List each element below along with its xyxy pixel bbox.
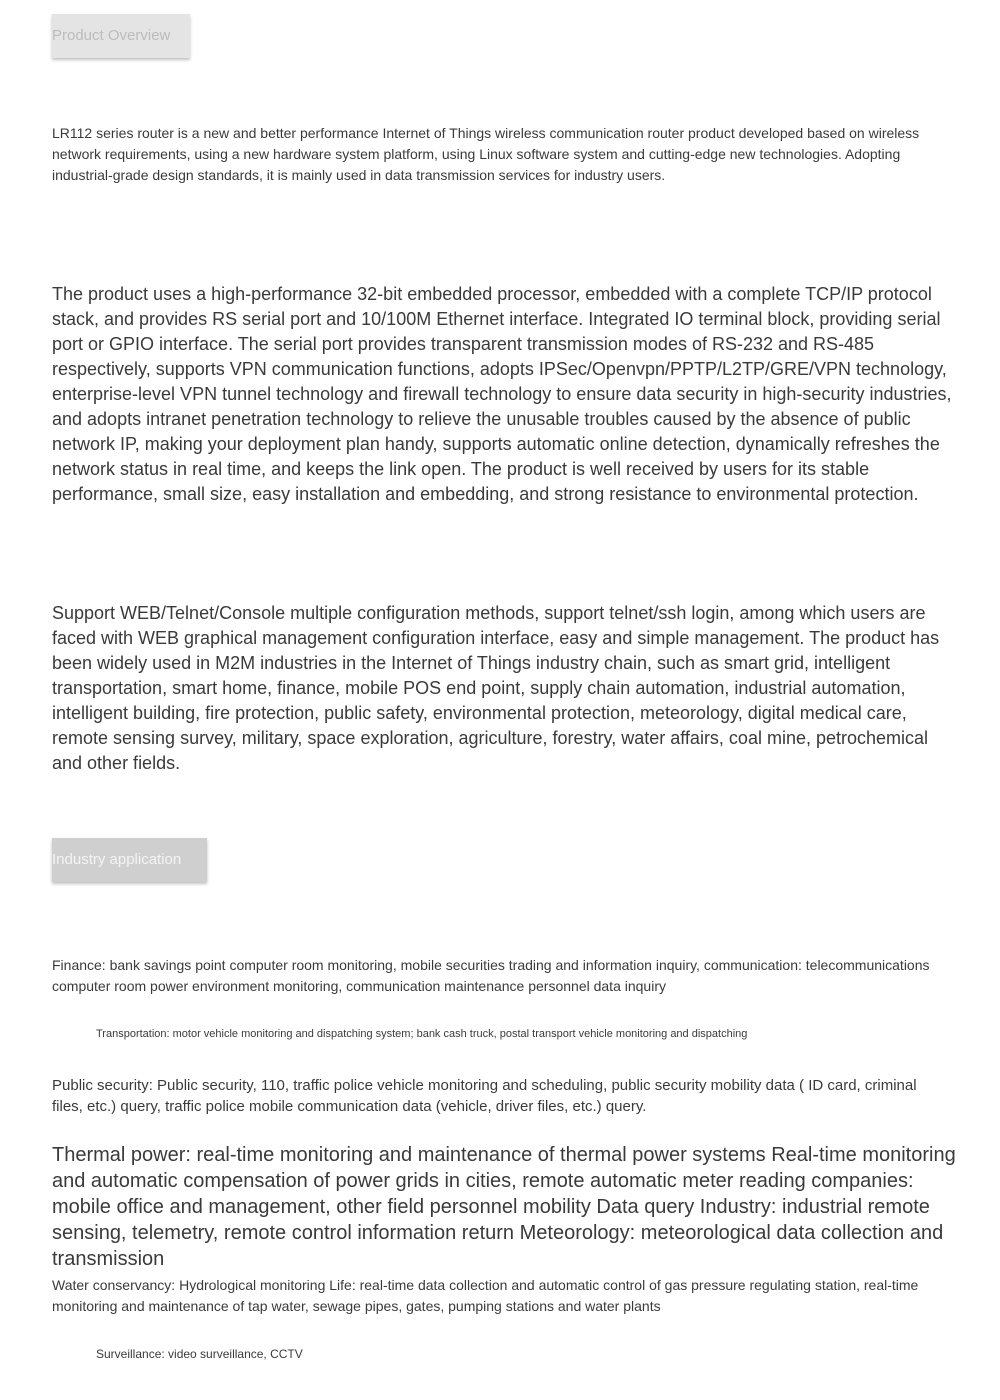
application-surveillance: Surveillance: video surveillance, CCTV: [96, 1347, 303, 1361]
section-label-industry-application: [52, 838, 207, 882]
application-transportation: Transportation: motor vehicle monitoring and dispatching system; bank cash truck, postal transport vehicle monitoring and dispatching: [96, 1028, 748, 1040]
overview-intro-paragraph: LR112 series router is a new and better performance Internet of Things wireless communication router product developed based on wireless network requirements, using a new hardware system platform, using Linux software system and cutting-edge new technologies. Adopting industrial-grade design standards, it is mainly used in data transmission services for industry users.: [52, 125, 920, 183]
application-finance: Finance: bank savings point computer room monitoring, mobile securities trading and information inquiry, communication: telecommunications computer room power environment monitoring, communication maintenance personnel data inquiry: [52, 957, 930, 994]
overview-config-paragraph: Support WEB/Telnet/Console multiple configuration methods, support telnet/ssh login, among which users are faced with WEB graphical management configuration interface, easy and simple management. The product has been widely used in M2M industries in the Internet of Things industry chain, such as smart grid, intelligent transportation, smart home, finance, mobile POS end point, supply chain automation, industrial automation, intelligent building, fire protection, public safety, environmental protection, meteorology, digital medical care, remote sensing survey, military, space exploration, agriculture, forestry, water affairs, coal mine, petrochemical and other fields.: [52, 603, 940, 773]
application-public-security: Public security: Public security, 110, traffic police vehicle monitoring and scheduling, public security mobility data ( ID card, criminal files, etc.) query, traffic police mobile communication data (vehicle, driver files, etc.) query.: [52, 1077, 917, 1115]
overview-processor-paragraph: The product uses a high-performance 32-bit embedded processor, embedded with a complete TCP/IP protocol stack, and provides RS serial port and 10/100M Ethernet interface. Integrated IO terminal block, providing serial port or GPIO interface. The serial port provides transparent transmission modes of RS-232 and RS-485 respectively, supports VPN communication functions, adopts IPSec/Openvpn/PPTP/L2TP/GRE/VPN technology, enterprise-level VPN tunnel technology and firewall technology to ensure data security in high-security industries, and adopts intranet penetration technology to relieve the unusable troubles caused by the absence of public network IP, making your deployment plan handy, supports automatic online detection, dynamically refreshes the network status in real time, and keeps the link open. The product is well received by users for its stable performance, small size, easy installation and embedding, and strong resistance to environmental protection.: [52, 284, 952, 504]
product-overview-label: Product Overview: [52, 27, 171, 44]
application-thermal-power: Thermal power: real-time monitoring and maintenance of thermal power systems Real-time monitoring and automatic compensation of power grids in cities, remote automatic meter reading companies: mobile office and management, other field personnel mobility Data query Industry: industrial remote sensing, telemetry, remote control information return Meteorology: meteorological data collection and transmission: [52, 1144, 956, 1270]
application-water-conservancy: Water conservancy: Hydrological monitoring Life: real-time data collection and automatic control of gas pressure regulating station, real-time monitoring and maintenance of tap water, sewage pipes, gates, pumping stations and water plants: [52, 1277, 919, 1314]
section-label-product-overview: [52, 14, 190, 58]
industry-application-label: Industry application: [52, 851, 182, 868]
